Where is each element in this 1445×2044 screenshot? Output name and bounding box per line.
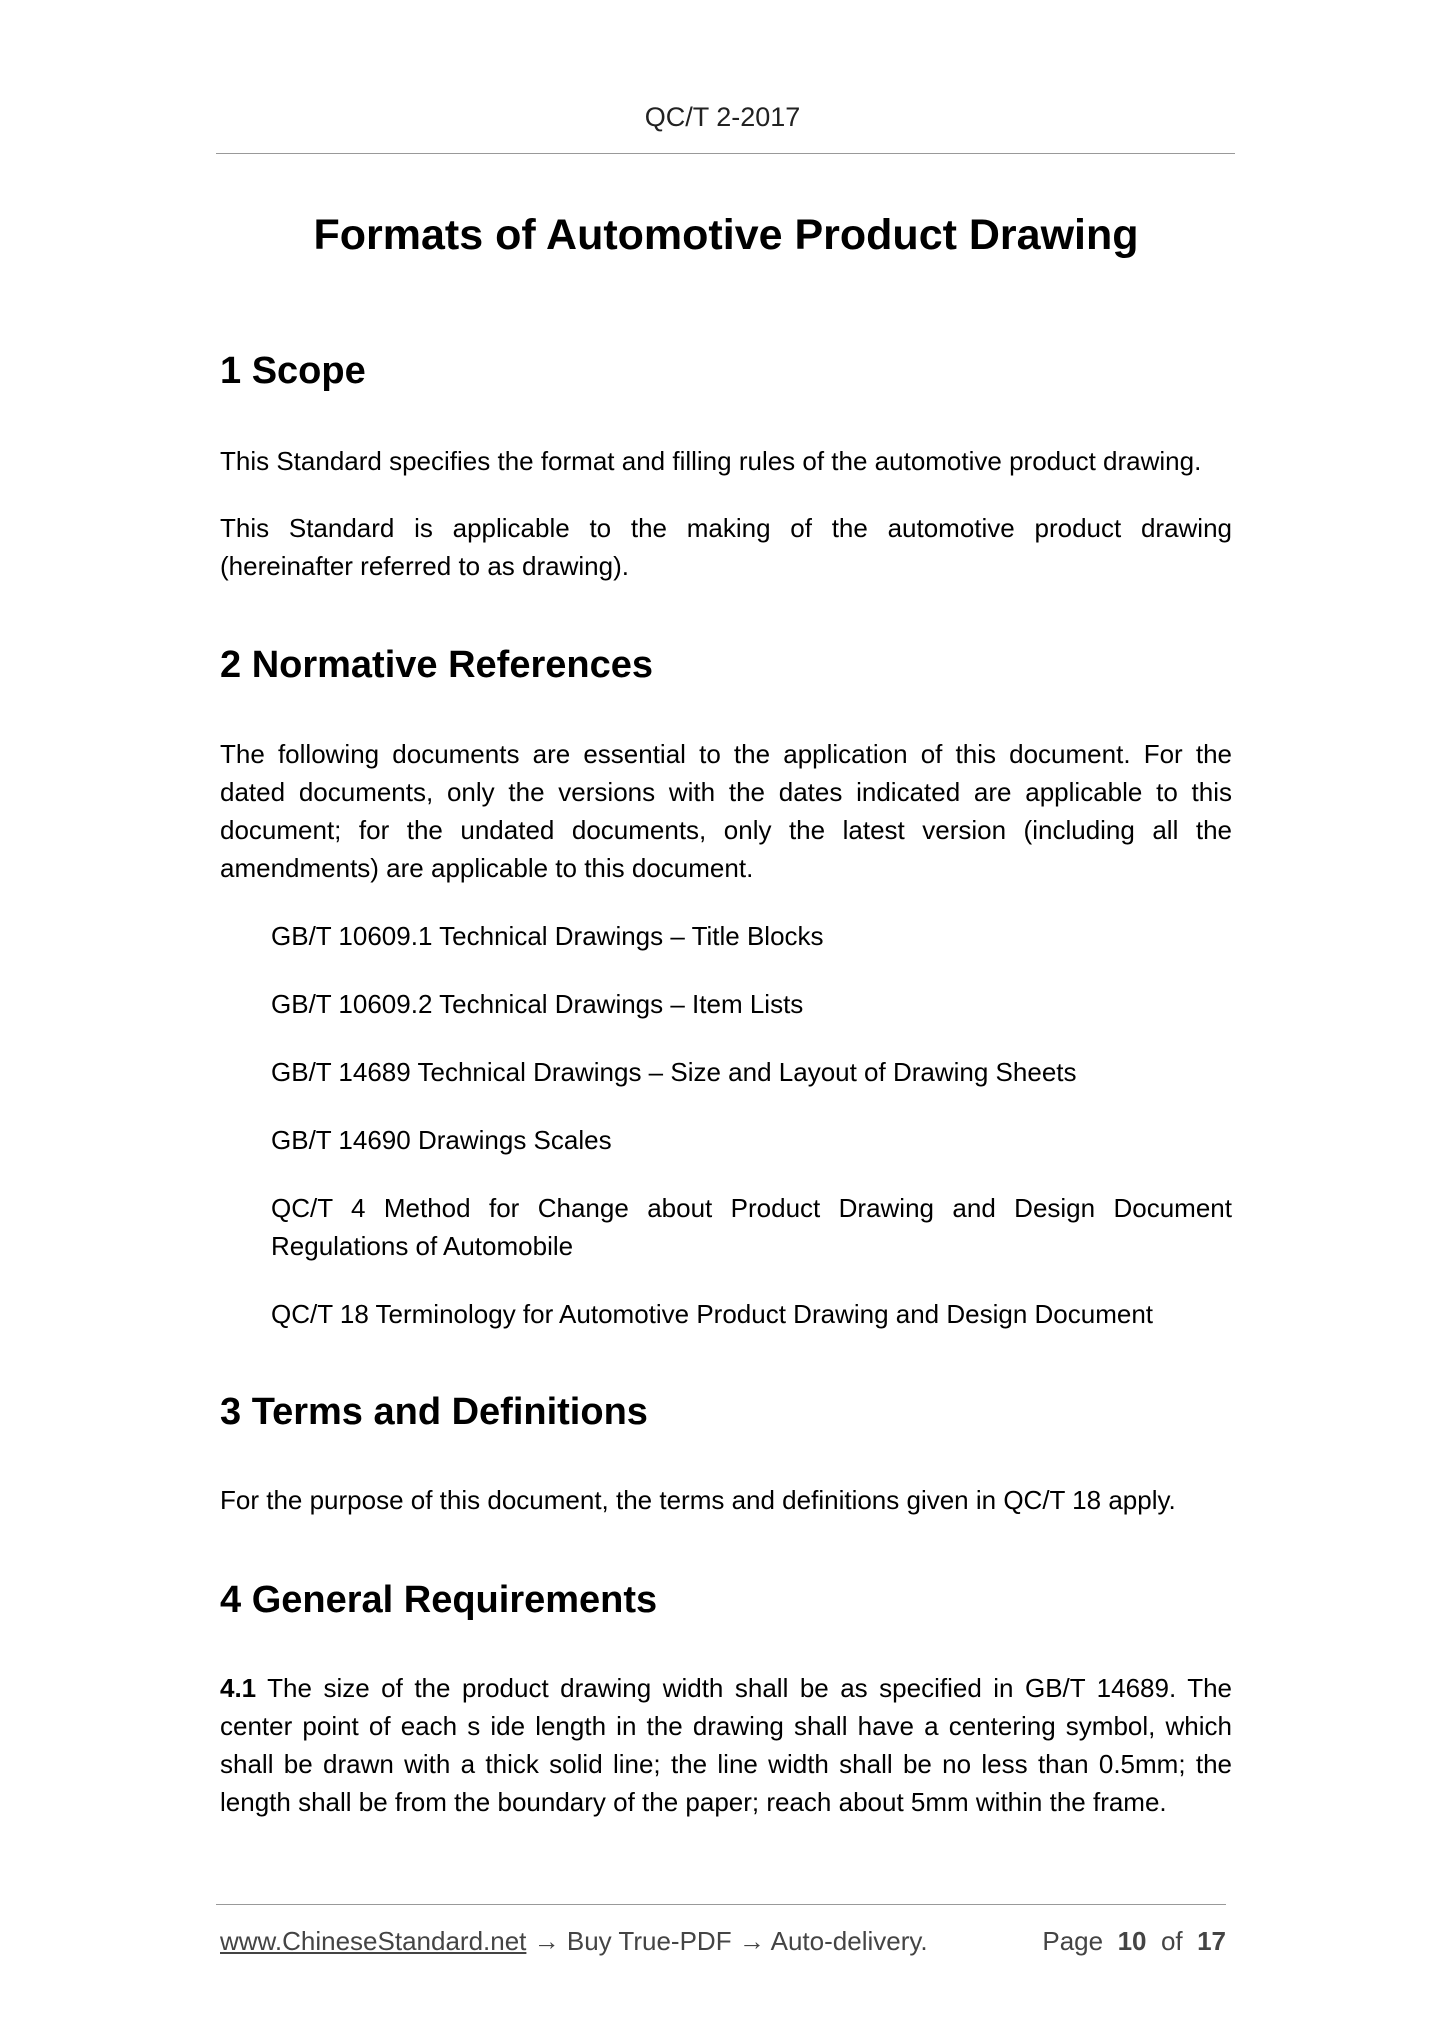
page-label: Page — [1042, 1926, 1104, 1956]
scope-paragraph-2: This Standard is applicable to the making of the automotive product drawing (hereinafter referred to as drawing). — [220, 513, 1232, 581]
reference-item: QC/T 4 Method for Change about Product Drawing and Design Document Regulations of Automobile — [271, 1193, 1232, 1261]
page-number: 10 — [1117, 1926, 1147, 1956]
document-title: Formats of Automotive Product Drawing — [313, 211, 1139, 259]
scope-paragraph-1: This Standard specifies the format and filling rules of the automotive product drawing. — [220, 446, 1202, 476]
clause-text: The size of the product drawing width shall be as specified in GB/T 14689. The center point of each s ide length in the drawing shall have a centering symbol, which shall be drawn with a thick solid line; the line width shall be no less than 0.5mm; the length shall be from the boundary of the paper; reach about 5mm within the frame. — [220, 1673, 1232, 1817]
section-heading-terms: 3 Terms and Definitions — [220, 1391, 648, 1433]
header-doc-code: QC/T 2-2017 — [644, 102, 801, 132]
footer-promo — [220, 1926, 928, 1957]
footer-buy-text: Buy True-PDF — [566, 1926, 732, 1956]
reference-item: GB/T 10609.1 Technical Drawings – Title Blocks — [271, 921, 824, 951]
arrow-right-icon: → — [738, 1926, 765, 1956]
clause-number: 4.1 — [220, 1673, 257, 1703]
footer-website-link[interactable]: www.ChineseStandard.net — [220, 1926, 527, 1956]
terms-paragraph: For the purpose of this document, the terms and definitions given in QC/T 18 apply. — [220, 1485, 1176, 1515]
of-label: of — [1160, 1926, 1183, 1956]
footer-divider — [216, 1904, 1226, 1905]
clause-4-1 — [220, 1669, 1232, 1821]
reference-item: GB/T 14689 Technical Drawings – Size and Layout of Drawing Sheets — [271, 1057, 1077, 1087]
header-divider — [216, 153, 1235, 154]
section-heading-general: 4 General Requirements — [220, 1579, 658, 1621]
normative-intro: The following documents are essential to the application of this document. For the dated documents, only the versions with the dates indicated are applicable to this document; for the undated documents, only the latest version (including all the amendments) are applicable to this document. — [220, 739, 1232, 883]
arrow-right-icon: → — [533, 1926, 560, 1956]
page-total: 17 — [1197, 1926, 1226, 1956]
footer-delivery-text: Auto-delivery. — [770, 1926, 928, 1956]
section-heading-scope: 1 Scope — [220, 350, 366, 392]
reference-item: GB/T 10609.2 Technical Drawings – Item Lists — [271, 989, 804, 1019]
section-heading-normative: 2 Normative References — [220, 644, 653, 686]
reference-item: GB/T 14690 Drawings Scales — [271, 1125, 612, 1155]
page-indicator — [1042, 1926, 1226, 1957]
reference-item: QC/T 18 Terminology for Automotive Product Drawing and Design Document — [271, 1299, 1154, 1329]
